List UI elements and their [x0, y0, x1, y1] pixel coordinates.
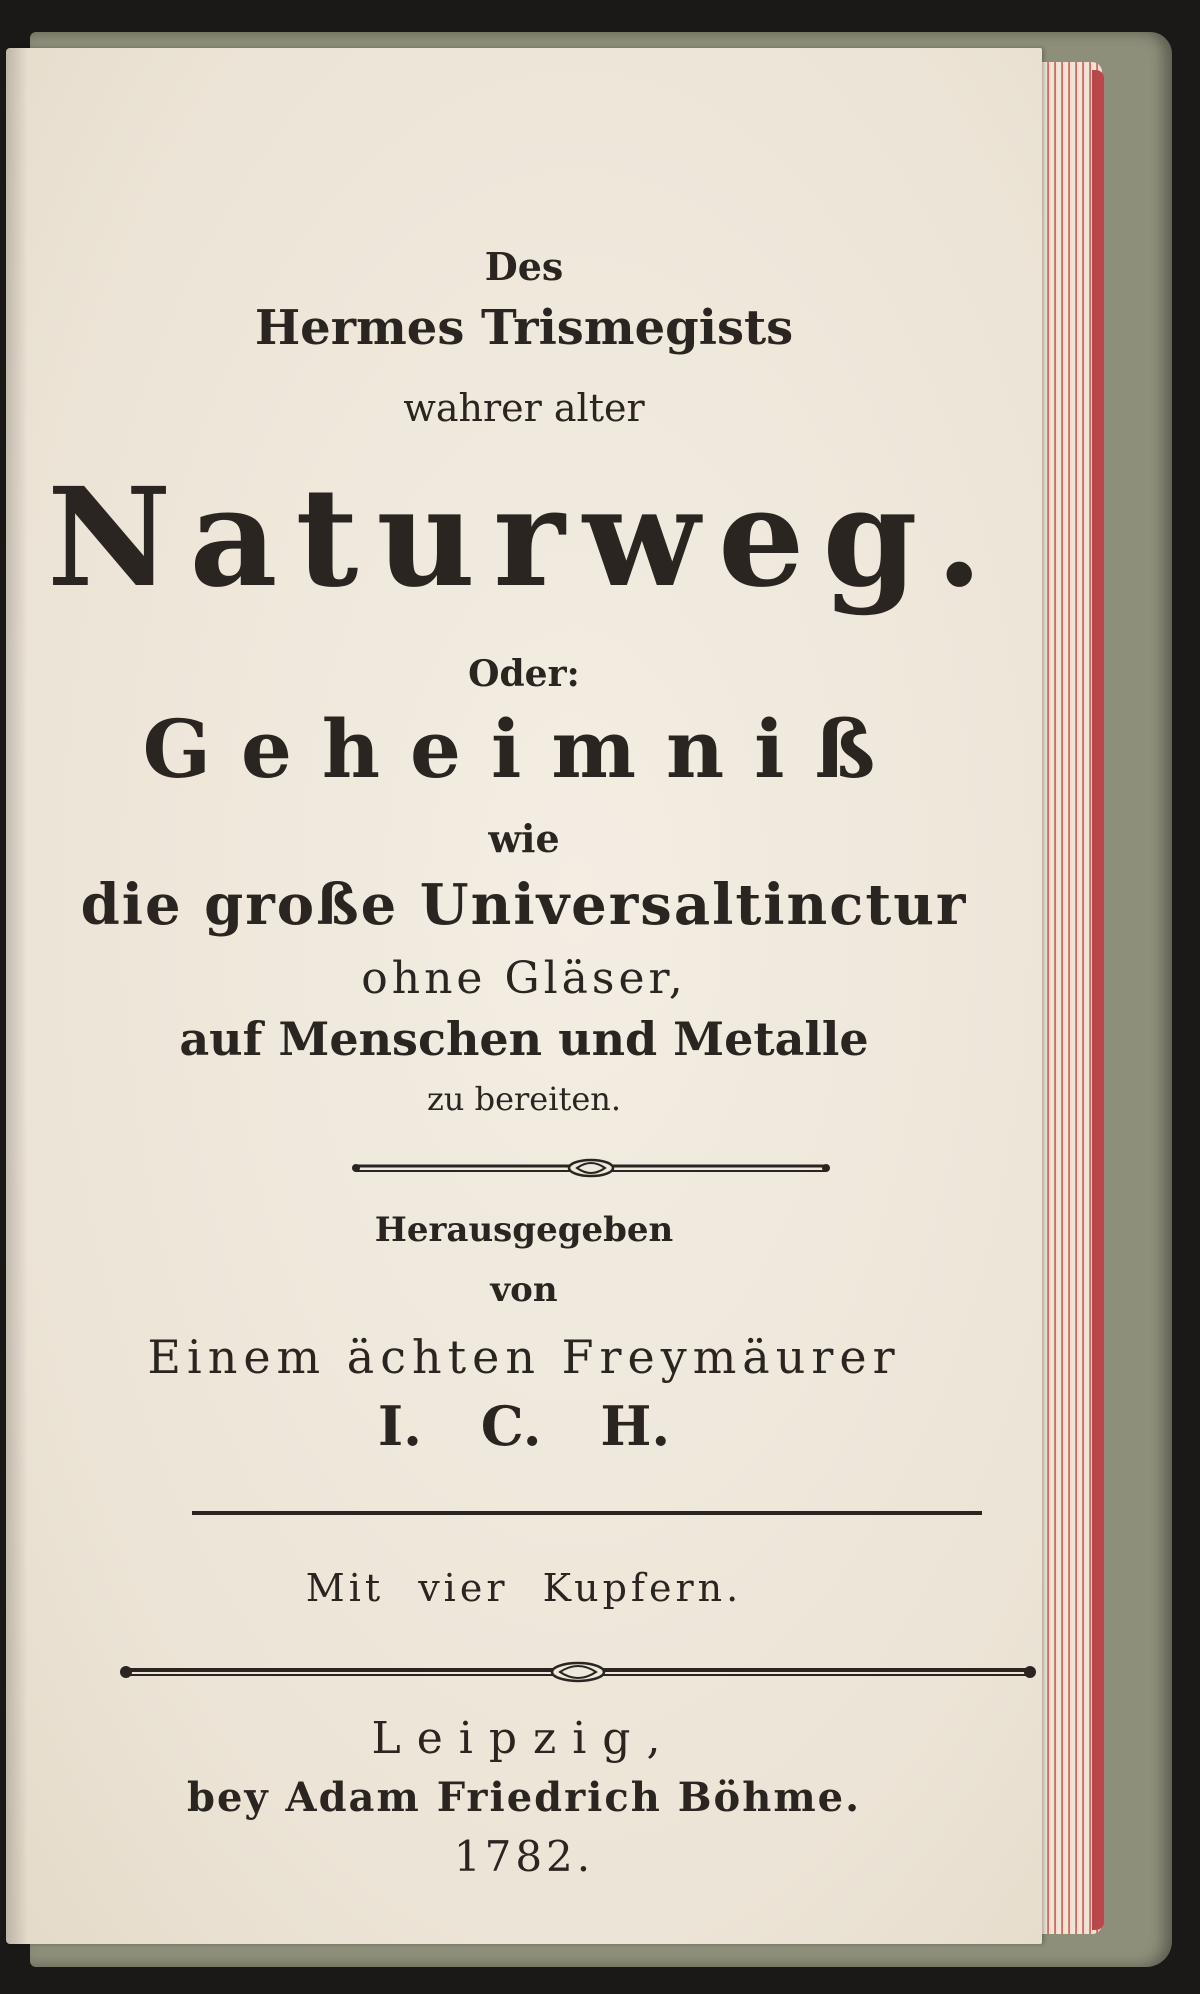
plain-rule — [192, 1511, 982, 1515]
red-edge-gilt — [1092, 70, 1104, 1930]
title-line-wahrer: wahrer alter — [403, 386, 645, 430]
title-page — [6, 48, 1042, 1944]
title-line-hermes: Hermes Trismegists — [254, 300, 794, 356]
editor-line-herausgegeben: Herausgegeben — [374, 1210, 674, 1250]
main-title-naturweg: Naturweg. — [47, 458, 1001, 618]
subtitle-line-bereiten: zu bereiten. — [426, 1080, 622, 1118]
subtitle-line-wie: wie — [488, 816, 560, 861]
imprint-place: Leipzig, — [371, 1713, 677, 1764]
editor-line-von: von — [490, 1270, 558, 1310]
ornamental-rule-top — [352, 1158, 830, 1178]
subtitle-line-menschen: auf Menschen und Metalle — [179, 1012, 869, 1066]
editor-line-freymaurer: Einem ächten Freymäurer — [147, 1330, 901, 1384]
editor-initials: I. C. H. — [377, 1394, 671, 1458]
subtitle-geheimniss: Geheimniß — [142, 702, 906, 796]
imprint-year: 1782. — [453, 1832, 595, 1881]
subtitle-line-universal: die große Universaltinctur — [80, 872, 968, 938]
title-line-oder: Oder: — [468, 653, 580, 695]
subtitle-line-ohne: ohne Gläser, — [361, 953, 687, 1004]
title-line-des: Des — [484, 244, 564, 289]
imprint-publisher: bey Adam Friedrich Böhme. — [186, 1774, 862, 1821]
plates-note: Mit vier Kupfern. — [305, 1566, 743, 1610]
ornamental-rule-bottom — [118, 1660, 1038, 1684]
